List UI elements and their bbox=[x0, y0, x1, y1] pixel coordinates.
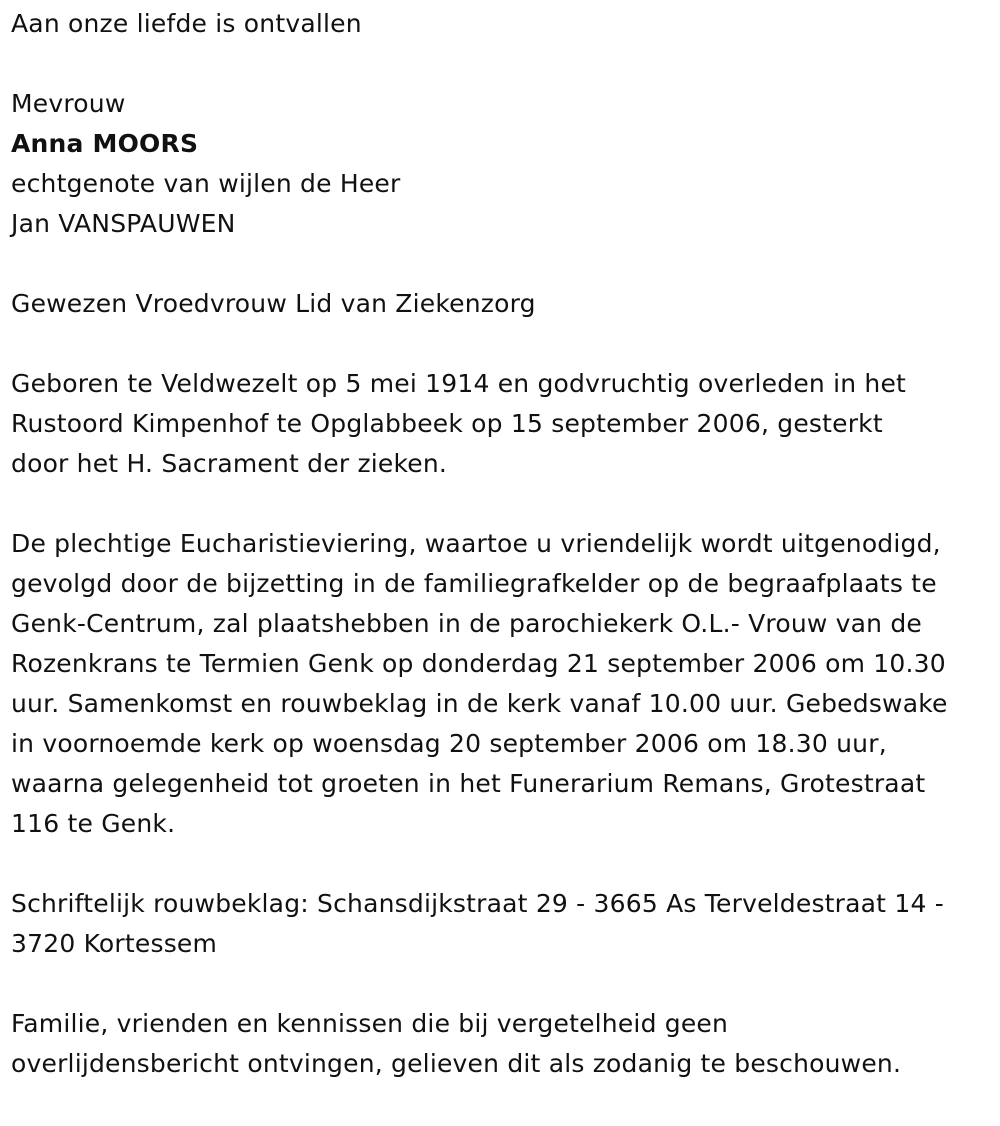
salutation: Mevrouw bbox=[11, 89, 126, 118]
spacer bbox=[11, 324, 993, 364]
paragraph-line: Familie, vrienden en kennissen die bij vergetelheid geen bbox=[11, 1009, 729, 1038]
intro-line: Aan onze liefde is ontvallen bbox=[11, 9, 362, 38]
paragraph-line: gevolgd door de bijzetting in de familiegrafkelder op de begraafplaats te bbox=[11, 569, 937, 598]
spacer bbox=[11, 964, 993, 1004]
relation-line: echtgenote van wijlen de Heer bbox=[11, 169, 401, 198]
paragraph-line: Rustoord Kimpenhof te Opglabbeek op 15 september 2006, gesterkt bbox=[11, 409, 883, 438]
deceased-name: Anna MOORS bbox=[11, 129, 199, 158]
spacer bbox=[11, 244, 993, 284]
obituary-document bbox=[11, 4, 993, 1084]
paragraph-line: waarna gelegenheid tot groeten in het Funerarium Remans, Grotestraat bbox=[11, 769, 926, 798]
paragraph-line: overlijdensbericht ontvingen, gelieven dit als zodanig te beschouwen. bbox=[11, 1049, 902, 1078]
spacer bbox=[11, 44, 993, 84]
paragraph-line: Rozenkrans te Termien Genk op donderdag 21 september 2006 om 10.30 bbox=[11, 649, 946, 678]
spacer bbox=[11, 484, 993, 524]
paragraph-line: Schriftelijk rouwbeklag: Schansdijkstraat 29 - 3665 As Terveldestraat 14 - bbox=[11, 889, 944, 918]
paragraph-line: Genk-Centrum, zal plaatshebben in de parochiekerk O.L.- Vrouw van de bbox=[11, 609, 923, 638]
occupation-line: Gewezen Vroedvrouw Lid van Ziekenzorg bbox=[11, 289, 536, 318]
paragraph-line: Geboren te Veldwezelt op 5 mei 1914 en godvruchtig overleden in het bbox=[11, 369, 907, 398]
spacer bbox=[11, 844, 993, 884]
paragraph-line: De plechtige Eucharistieviering, waartoe u vriendelijk wordt uitgenodigd, bbox=[11, 529, 941, 558]
person-block bbox=[11, 84, 993, 244]
funeral-paragraph bbox=[11, 524, 993, 844]
paragraph-line: 116 te Genk. bbox=[11, 809, 176, 838]
paragraph-line: door het H. Sacrament der zieken. bbox=[11, 449, 448, 478]
closing-paragraph bbox=[11, 1004, 993, 1084]
spouse-name: Jan VANSPAUWEN bbox=[11, 209, 236, 238]
paragraph-line: in voornoemde kerk op woensdag 20 september 2006 om 18.30 uur, bbox=[11, 729, 887, 758]
paragraph-line: 3720 Kortessem bbox=[11, 929, 218, 958]
birth-death-paragraph bbox=[11, 364, 993, 484]
paragraph-line: uur. Samenkomst en rouwbeklag in de kerk vanaf 10.00 uur. Gebedswake bbox=[11, 689, 948, 718]
condolences-paragraph bbox=[11, 884, 993, 964]
